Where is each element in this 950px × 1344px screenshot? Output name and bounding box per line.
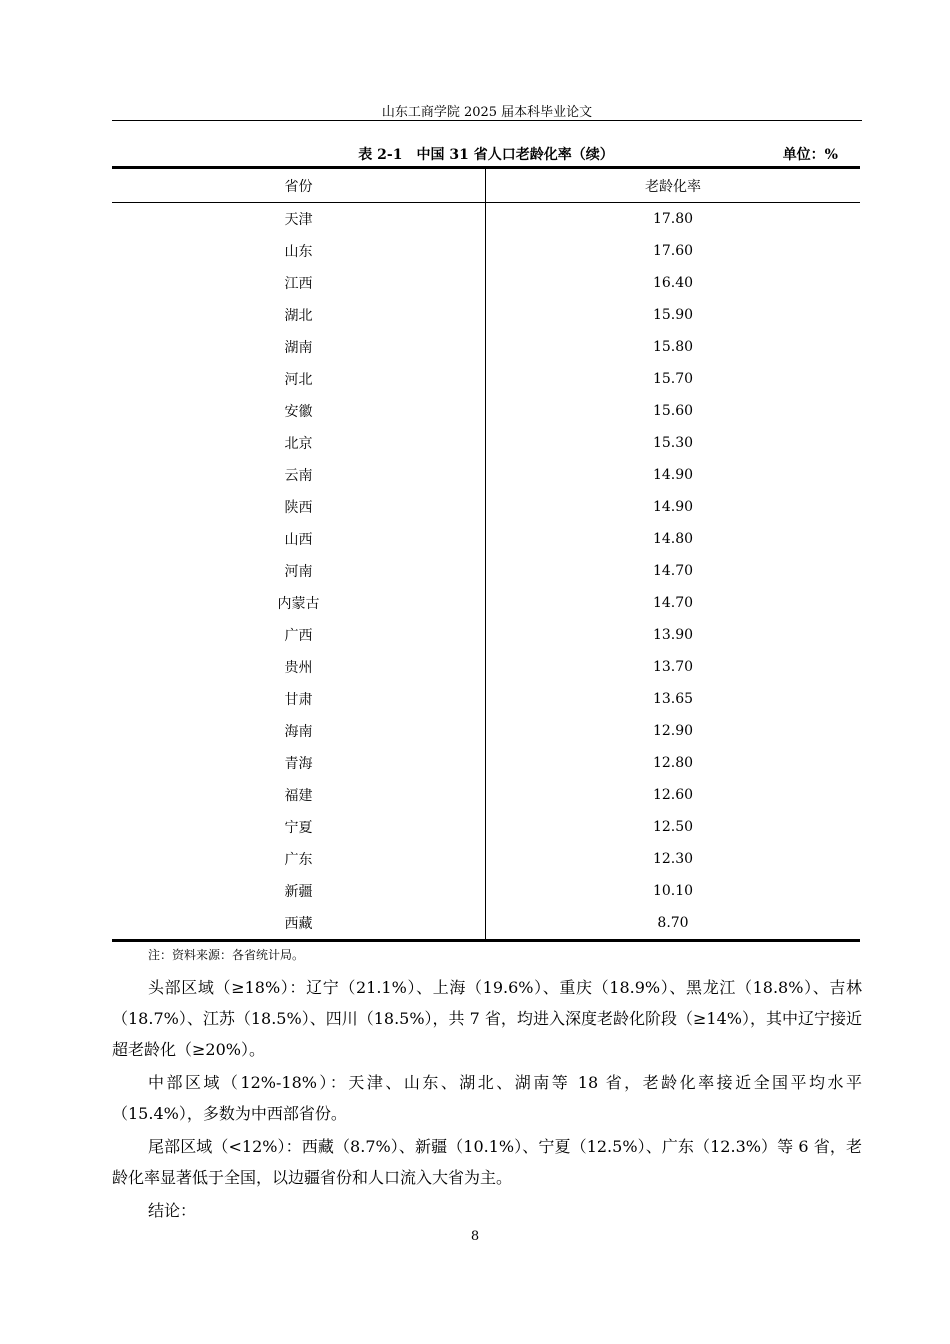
cell-rate: 15.90	[652, 307, 694, 323]
table-row	[112, 299, 860, 331]
cell-rate: 17.60	[652, 243, 694, 259]
cell-rate: 14.80	[652, 531, 694, 547]
cell-province: 福建	[112, 779, 486, 811]
cell-rate: 16.40	[652, 275, 694, 291]
table-note: 注：资料来源：各省统计局。	[148, 948, 305, 962]
table-body	[112, 203, 860, 941]
cell-rate: 12.80	[652, 755, 694, 771]
table-row	[112, 235, 860, 267]
cell-province: 陕西	[112, 491, 486, 523]
cell-rate: 12.50	[652, 819, 694, 835]
table-row	[112, 715, 860, 747]
cell-province: 山西	[112, 523, 486, 555]
cell-province: 内蒙古	[112, 587, 486, 619]
table-row	[112, 619, 860, 651]
cell-province: 安徽	[112, 395, 486, 427]
cell-province: 湖南	[112, 331, 486, 363]
table-row	[112, 875, 860, 907]
cell-rate: 14.90	[652, 499, 694, 515]
table-row	[112, 267, 860, 299]
cell-rate: 17.80	[652, 211, 694, 227]
cell-rate: 13.65	[652, 691, 694, 707]
cell-rate: 10.10	[652, 883, 694, 899]
cell-rate: 15.80	[652, 339, 694, 355]
table-row	[112, 587, 860, 619]
running-header: 山东工商学院 2025 届本科毕业论文	[381, 105, 593, 120]
table-row	[112, 427, 860, 459]
table-row	[112, 491, 860, 523]
table-row	[112, 555, 860, 587]
cell-province: 河南	[112, 555, 486, 587]
cell-province: 湖北	[112, 299, 486, 331]
cell-province: 云南	[112, 459, 486, 491]
cell-province: 天津	[112, 203, 486, 236]
body-text	[112, 972, 862, 1228]
table-caption	[112, 144, 860, 164]
page-number: 8	[470, 1229, 480, 1244]
table-row	[112, 907, 860, 941]
cell-province: 山东	[112, 235, 486, 267]
cell-province: 河北	[112, 363, 486, 395]
table-unit: 单位：%	[782, 147, 838, 163]
cell-province: 贵州	[112, 651, 486, 683]
cell-rate: 14.90	[652, 467, 694, 483]
table-row	[112, 683, 860, 715]
cell-rate: 15.30	[652, 435, 694, 451]
table-title: 表 2-1 中国 31 省人口老龄化率（续）	[358, 147, 614, 163]
cell-rate: 14.70	[652, 563, 694, 579]
paragraph-head-region: 头部区域（≥18%）：辽宁（21.1%）、上海（19.6%）、重庆（18.9%）、黑龙江（18.8%）、吉林（18.7%）、江苏（18.5%）、四川（18.5%），共 7 省，均进入深度老龄化阶段（≥14%），其中辽宁接近超老龄化（≥20%）。	[112, 978, 862, 1059]
table-row	[112, 779, 860, 811]
cell-province: 海南	[112, 715, 486, 747]
table-row	[112, 459, 860, 491]
table-row	[112, 203, 860, 236]
cell-rate: 8.70	[657, 915, 689, 931]
table-row	[112, 811, 860, 843]
table-row	[112, 843, 860, 875]
cell-rate: 13.70	[652, 659, 694, 675]
cell-province: 广西	[112, 619, 486, 651]
header-rule	[112, 120, 862, 121]
cell-province: 广东	[112, 843, 486, 875]
cell-province: 甘肃	[112, 683, 486, 715]
table-row	[112, 747, 860, 779]
cell-province: 江西	[112, 267, 486, 299]
table-row	[112, 523, 860, 555]
cell-rate: 14.70	[652, 595, 694, 611]
cell-rate: 12.90	[652, 723, 694, 739]
cell-rate: 13.90	[652, 627, 694, 643]
table-row	[112, 331, 860, 363]
paragraph-middle-region: 中部区域（12%-18%）：天津、山东、湖北、湖南等 18 省，老龄化率接近全国平均水平（15.4%），多数为中西部省份。	[112, 1073, 862, 1123]
column-header-rate: 老龄化率	[645, 178, 701, 195]
table-row	[112, 395, 860, 427]
cell-rate: 12.30	[652, 851, 694, 867]
table-row	[112, 651, 860, 683]
cell-province: 青海	[112, 747, 486, 779]
aging-rate-table	[112, 166, 860, 942]
cell-province: 新疆	[112, 875, 486, 907]
cell-province: 西藏	[112, 907, 486, 941]
cell-rate: 12.60	[652, 787, 694, 803]
cell-province: 北京	[112, 427, 486, 459]
table-header-row	[112, 168, 860, 203]
cell-province: 宁夏	[112, 811, 486, 843]
cell-rate: 15.70	[652, 371, 694, 387]
column-header-province: 省份	[112, 168, 486, 203]
paragraph-conclusion: 结论：	[148, 1201, 197, 1220]
paragraph-tail-region: 尾部区域（<12%）：西藏（8.7%）、新疆（10.1%）、宁夏（12.5%）、广东（12.3%）等 6 省，老龄化率显著低于全国，以边疆省份和人口流入大省为主。	[112, 1137, 862, 1187]
cell-rate: 15.60	[652, 403, 694, 419]
table-row	[112, 363, 860, 395]
